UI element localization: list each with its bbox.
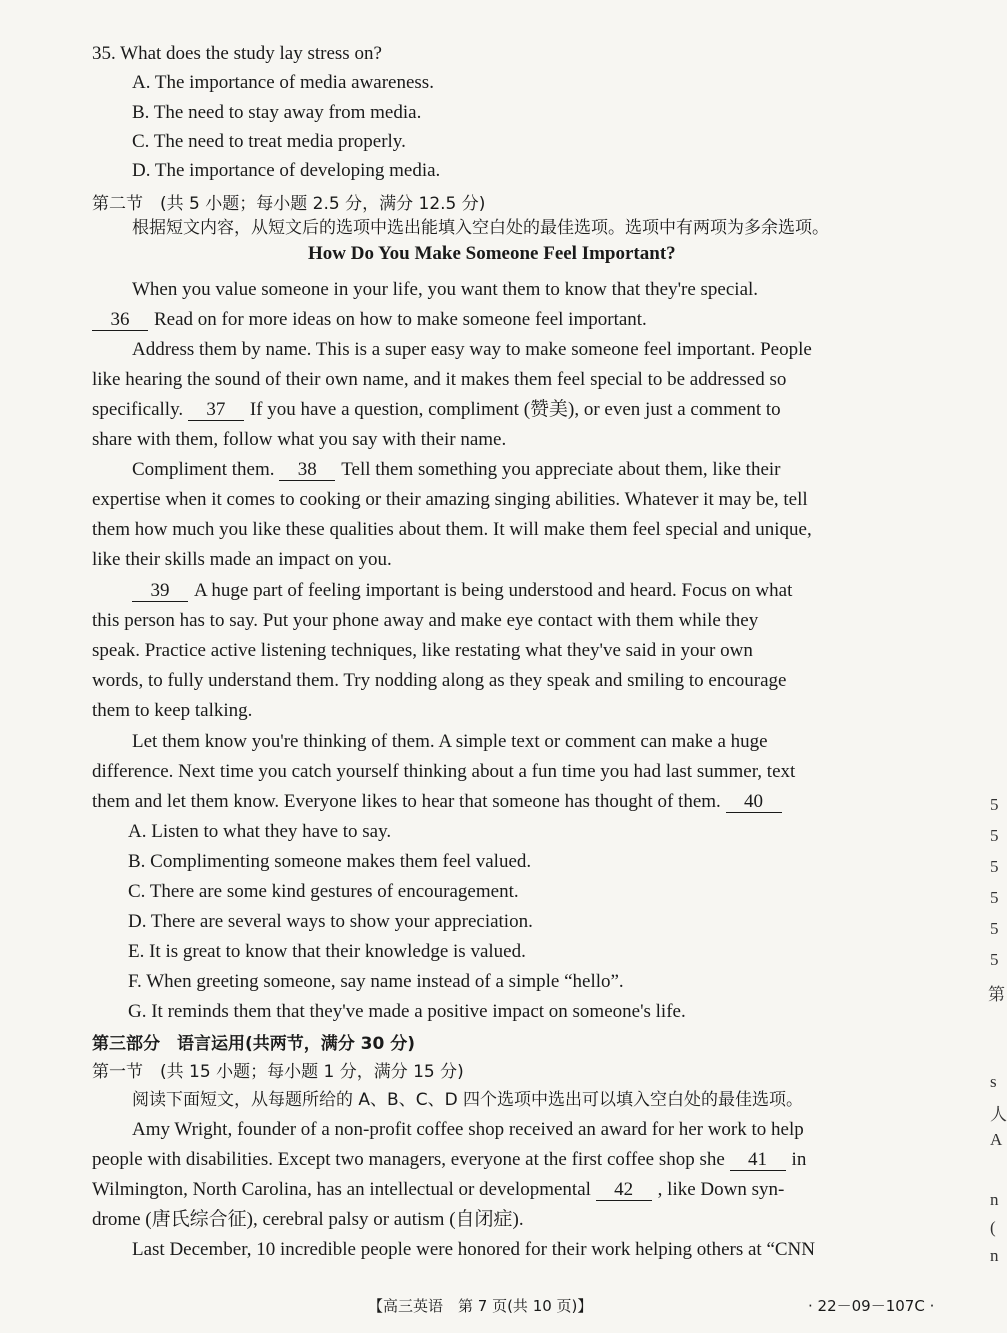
edge-glyph: n [990,1246,999,1265]
option-g: G. It reminds them that they've made a positive impact on someone's life. [128,1001,686,1022]
p5-line3 [92,788,788,816]
edge-glyph: 5 [990,950,999,969]
p2-line2: like hearing the sound of their own name, and it makes them feel special to be addressed so [92,369,787,390]
p3-text-a: Compliment them. [132,459,275,480]
part3-instruction: 阅读下面短文，从每题所给的 A、B、C、D 四个选项中选出可以填入空白处的最佳选项。 [132,1090,804,1110]
blank-38[interactable]: 38 [279,460,335,481]
cloze-line3 [92,1176,784,1204]
edge-glyph: n [990,1190,999,1209]
edge-glyph: 5 [990,888,999,907]
p5-text-a: them and let them know. Everyone likes to hear that someone has thought of them. [92,791,721,812]
p4-line2: this person has to say. Put your phone away and make eye contact with them while they [92,610,759,631]
part3-subheading: 第一节 (共 15 小题；每小题 1 分，满分 15 分) [92,1062,464,1082]
edge-glyph: 人 [990,1105,1007,1124]
cloze-line1: Amy Wright, founder of a non-profit coffee shop received an award for her work to help [132,1119,804,1140]
p3-line1 [132,456,781,484]
p1-line1: When you value someone in your life, you want them to know that they're special. [132,279,759,300]
cloze-line5: Last December, 10 incredible people were honored for their work helping others at “CNN [132,1239,815,1260]
cloze-text-c: Wilmington, North Carolina, has an intellectual or developmental [92,1179,591,1200]
edge-glyph: s [990,1072,997,1091]
edge-glyph: ( [990,1218,996,1237]
section2-instruction: 根据短文内容，从短文后的选项中选出能填入空白处的最佳选项。选项中有两项为多余选项。 [132,218,829,238]
p4-line4: words, to fully understand them. Try nodding along as they speak and smiling to encourage [92,670,787,691]
p3-line4: like their skills made an impact on you. [92,549,392,570]
q35-stem: 35. What does the study lay stress on? [92,43,382,64]
p4-line1 [132,577,792,605]
p2-line1: Address them by name. This is a super easy way to make someone feel important. People [132,339,812,360]
p2-text-b: If you have a question, compliment (赞美), or even just a comment to [249,399,781,420]
section2-heading: 第二节 (共 5 小题；每小题 2.5 分，满分 12.5 分) [92,194,486,214]
option-c: C. There are some kind gestures of encouragement. [128,881,519,902]
blank-37[interactable]: 37 [188,400,244,421]
p2-line3 [92,396,781,424]
blank-40[interactable]: 40 [726,792,782,813]
cloze-line4: drome (唐氏综合征), cerebral palsy or autism (自闭症). [92,1209,524,1230]
cloze-line2 [92,1146,806,1174]
p3-line2: expertise when it comes to cooking or their amazing singing abilities. Whatever it may be, tell [92,489,808,510]
q35-option-b: B. The need to stay away from media. [132,102,422,123]
p3-line3: them how much you like these qualities about them. It will make them feel special and unique, [92,519,812,540]
p4-line3: speak. Practice active listening techniques, like restating what they've said in your own [92,640,753,661]
q35-option-d: D. The importance of developing media. [132,160,441,181]
p1-text: Read on for more ideas on how to make someone feel important. [154,309,647,330]
part3-heading: 第三部分 语言运用(共两节，满分 30 分) [92,1034,416,1054]
edge-glyph: 5 [990,826,999,845]
footer-code: · 22－09－107C · [808,1297,935,1315]
p5-line2: difference. Next time you catch yourself thinking about a fun time you had last summer, text [92,761,796,782]
p4-line5: them to keep talking. [92,700,253,721]
blank-42[interactable]: 42 [596,1180,652,1201]
p2-text-a: specifically. [92,399,184,420]
q35-option-c: C. The need to treat media properly. [132,131,406,152]
blank-39[interactable]: 39 [132,581,188,602]
p4-text-a: A huge part of feeling important is being understood and heard. Focus on what [194,580,793,601]
footer-page-info: 【高三英语 第 7 页(共 10 页)】 [368,1297,593,1315]
p5-line1: Let them know you're thinking of them. A simple text or comment can make a huge [132,731,768,752]
p2-line4: share with them, follow what you say with their name. [92,429,507,450]
option-a: A. Listen to what they have to say. [128,821,392,842]
option-b: B. Complimenting someone makes them feel valued. [128,851,532,872]
cloze-text-d: , like Down syn- [657,1179,785,1200]
option-f: F. When greeting someone, say name instead of a simple “hello”. [128,971,624,992]
blank-41[interactable]: 41 [730,1150,786,1171]
cloze-text-a: people with disabilities. Except two managers, everyone at the first coffee shop she [92,1149,725,1170]
q35-option-a: A. The importance of media awareness. [132,72,434,93]
edge-glyph: 5 [990,857,999,876]
edge-glyph: A [990,1130,1003,1149]
edge-glyph: 5 [990,919,999,938]
cloze-text-b: in [791,1149,807,1170]
option-d: D. There are several ways to show your appreciation. [128,911,533,932]
passage-title: How Do You Make Someone Feel Important? [308,243,676,264]
option-e: E. It is great to know that their knowledge is valued. [128,941,526,962]
p3-text-b: Tell them something you appreciate about them, like their [341,459,781,480]
p1-line2 [92,306,647,334]
edge-glyph: 第 [988,985,1005,1004]
blank-36[interactable]: 36 [92,310,148,331]
edge-glyph: 5 [990,795,999,814]
